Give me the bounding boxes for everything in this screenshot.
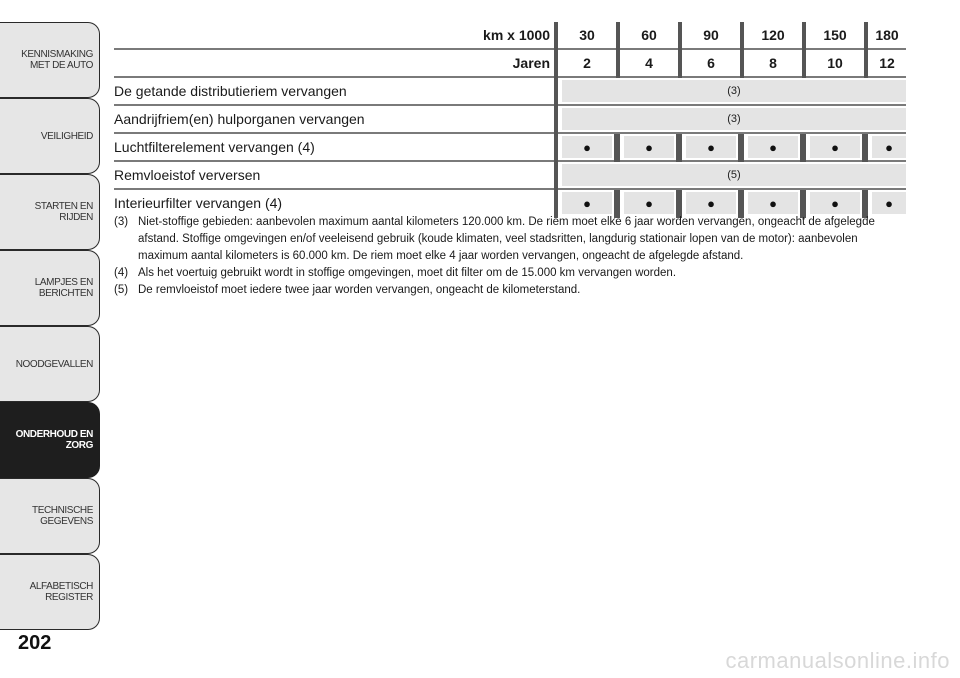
bullet-icon: ● xyxy=(562,192,612,214)
bullet-icon: ● xyxy=(748,192,798,214)
header-km-value: 30 xyxy=(579,27,595,43)
tab-label: ONDERHOUD EN ZORG xyxy=(15,429,93,451)
bullet-icon: ● xyxy=(562,136,612,158)
header-years-value: 4 xyxy=(645,55,653,71)
tab-kennismaking[interactable] xyxy=(0,22,100,98)
tab-starten-en-rijden[interactable] xyxy=(0,174,100,250)
tab-label: TECHNISCHE GEGEVENS xyxy=(31,505,93,527)
bullet-icon: ● xyxy=(872,136,906,158)
tab-label: ALFABETISCH REGISTER xyxy=(29,581,93,603)
row-label: De getande distributieriem vervangen xyxy=(114,83,347,99)
bullet-icon: ● xyxy=(686,136,736,158)
bullet-icon: ● xyxy=(748,136,798,158)
tab-label: NOODGEVALLEN xyxy=(15,358,93,370)
column-divider xyxy=(676,134,682,162)
bullet-icon: ● xyxy=(810,136,860,158)
footnote-text: De remvloeistof moet iedere twee jaar worden vervangen, ongeacht de kilometerstand. xyxy=(138,284,581,296)
row-note-band: (3) xyxy=(562,108,906,130)
header-km-value: 120 xyxy=(761,27,785,43)
footnote xyxy=(114,265,906,282)
column-divider xyxy=(862,134,868,162)
footnote xyxy=(114,214,906,265)
footnote-text: Als het voertuig gebruikt wordt in stoffige omgevingen, moet dit filter om de 15.000 km vervangen worden. xyxy=(138,267,677,279)
header-years-value: 12 xyxy=(879,55,895,71)
row-label: Luchtfilterelement vervangen (4) xyxy=(114,139,315,155)
row-note-band: (3) xyxy=(562,80,906,102)
bullet-icon: ● xyxy=(872,192,906,214)
header-km-value: 60 xyxy=(641,27,657,43)
table-row xyxy=(114,78,906,106)
footnote xyxy=(114,282,906,299)
table-row xyxy=(114,134,906,162)
tab-alfabetisch-register[interactable] xyxy=(0,554,100,630)
header-row-km xyxy=(114,22,906,50)
header-row-years xyxy=(114,50,906,78)
bullet-icon: ● xyxy=(624,136,674,158)
column-divider xyxy=(800,134,806,162)
tab-label: LAMPJES EN BERICHTEN xyxy=(34,277,93,299)
header-km-value: 150 xyxy=(823,27,847,43)
tab-noodgevallen[interactable] xyxy=(0,326,100,402)
footnote-ref: (5) xyxy=(114,284,129,296)
tab-technische-gegevens[interactable] xyxy=(0,478,100,554)
footnotes xyxy=(114,214,906,299)
footnote-text: Niet-stoffige gebieden: aanbevolen maximum aantal kilometers 120.000 km. De riem moet elke 6 jaar worden vervangen, ongeacht de afgelegde afstand. Stoffige omgevingen en/of veeleisend gebruik (koude klimaten, veel stadsritten, langdurig stationair lopen van de motor): aanbevolen maximum aantal kilometers is 60.000 km. De riem moet elke 4 jaar worden vervangen, ongeacht de afgelegde afstand. xyxy=(138,216,875,262)
column-divider xyxy=(738,134,744,162)
footnote-ref: (3) xyxy=(114,216,129,228)
table-row xyxy=(114,162,906,190)
header-years-value: 8 xyxy=(769,55,777,71)
tab-onderhoud-en-zorg[interactable] xyxy=(0,402,100,478)
tab-label: VEILIGHEID xyxy=(40,130,93,142)
header-years-value: 2 xyxy=(583,55,591,71)
bullet-icon: ● xyxy=(810,192,860,214)
row-note-band: (5) xyxy=(562,164,906,186)
page-number: 202 xyxy=(18,632,52,654)
header-km-label: km x 1000 xyxy=(483,27,550,43)
row-label: Remvloeistof verversen xyxy=(114,167,261,183)
header-km-value: 90 xyxy=(703,27,719,43)
row-label: Interieurfilter vervangen (4) xyxy=(114,195,283,211)
column-divider xyxy=(614,134,620,162)
bullet-icon: ● xyxy=(624,192,674,214)
watermark: carmanualsonline.info xyxy=(725,648,950,673)
bullet-icon: ● xyxy=(686,192,736,214)
header-years-value: 10 xyxy=(827,55,843,71)
tab-lampjes-en-berichten[interactable] xyxy=(0,250,100,326)
header-km-value: 180 xyxy=(875,27,899,43)
tab-label: KENNISMAKING MET DE AUTO xyxy=(21,49,93,71)
header-years-label: Jaren xyxy=(512,55,550,71)
footnote-ref: (4) xyxy=(114,267,129,279)
header-years-value: 6 xyxy=(707,55,715,71)
maintenance-schedule-table xyxy=(114,22,906,218)
row-label: Aandrijfriem(en) hulporganen vervangen xyxy=(114,111,365,127)
tab-veiligheid[interactable] xyxy=(0,98,100,174)
tab-label: STARTEN EN RIJDEN xyxy=(34,201,93,223)
table-row xyxy=(114,106,906,134)
